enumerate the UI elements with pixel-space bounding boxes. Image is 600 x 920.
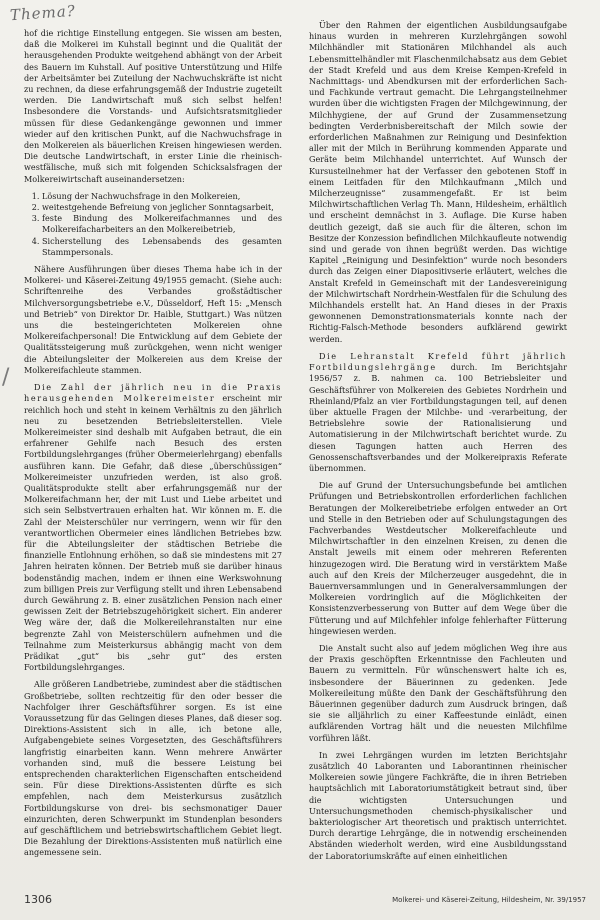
list-item: 1. Lösung der Nachwuchsfrage in den Molkereien, — [42, 191, 282, 202]
left-paragraph-4: Alle größeren Landbetriebe, zumindest aber die städtischen Großbetriebe, sollten rechtzeitig für den oder besser die Nachfolger ihrer Geschäftsführer sorgen. Es ist eine Voraussetzung für das Gelingen dieses Planes, daß dieser sog. Direktions-Assistent sich in alle, ich betone alle, Aufgabengebiete seines Vorgesetzten, des Geschäftsführers langfristig einarbeiten kann. Wenn mehrere Anwärter vorhanden sind, muß die bessere Leistung bei entsprechenden charakterlichen Eigenschaften entscheidend sein. Für diese Direktions-Assistenten dürfte es sich empfehlen, nach dem Meisterkursus zusätzlich Fortbildungskurse von drei- bis sechsmonatiger Dauer einzurichten, deren Schwerpunkt im Stundenplan besonders auf geschäftlichem und betriebswirtschaftlichem Gebiet liegt. Die Bezahlung der Direktions-Assistenten muß natürlich eine angemessene sein. — [24, 679, 282, 858]
right-paragraph-2 — [309, 351, 567, 474]
right-paragraph-5: In zwei Lehrgängen wurden im letzten Berichtsjahr zusätzlich 40 Laboranten und Laborantinnen rheinischer Molkereien sowie jüngere Fachkräfte, die in ihren Betrieben hauptsächlich mit Laboratoriumstätigkeit betraut sind, über die wichtigsten Untersuchungen und Untersuchungsmethoden chemisch-physikalischer und bakteriologischer Art theoretisch und praktisch unterrichtet. Durch derartige Lehrgänge, die in notwendig erscheinenden Abständen wiederholt werden, wird eine Ausbildungsstand der Laboratoriumskräfte auf einen einheitlichen — [309, 749, 567, 861]
margin-mark: / — [2, 365, 10, 390]
fate-questions-list — [24, 191, 282, 258]
list-item: 4. Sicherstellung des Lebensabends des gesamten Stammpersonals. — [42, 236, 282, 258]
spaced-lead: Die Zahl der jährlich neu in die Praxis herausgehenden Molkereimeister — [24, 382, 282, 404]
left-paragraph-1: hof die richtige Einstellung entgegen. Sie wissen am besten, daß die Molkerei im Kuhstall beginnt und die Qualität der herausgehenden Produkte weitgehend abhängt von der Arbeit des Bauern im Kuhstall. Auf positive Unterstützung und Hilfe der Arbeitsämter bei Zuteilung der Nachwuchskräfte ist nicht zu rechnen, da diese erfahrungsgemäß der Industrie zugeteilt werden. Die Landwirtschaft muß sich selbst helfen! Insbesondere die Vorstands- und Aufsichtsratsmitglieder müssen für diese Gedankengänge gewonnen und immer wieder auf den kritischen Punkt, auf die Nachwuchsfrage in den Molkereien als bäuerlichen Kreisen hingewiesen werden. Die deutsche Landwirtschaft, in erster Linie die rheinisch-westfälische, muß sich mit folgenden Schicksalsfragen der Molkereiwirtschaft auseinandersetzen: — [24, 28, 282, 184]
left-paragraph-3 — [24, 382, 282, 673]
spaced-lead: Die Lehranstalt Krefeld führt jährlich Fortbildungslehrgänge — [309, 350, 567, 373]
paragraph-body: durch. Im Berichtsjahr 1956/57 z. B. nahmen ca. 100 Betriebsleiter und Geschäftsführer von Molkereien des Gebietes Nordrhein und Rheinland/Pfalz an vier Fortbildungstagungen teil, auf denen über aktuelle Fragen der Milchbe- und -verarbeitung, der Betriebslehre sowie der Rationalisierung und Automatisierung in der Milchwirtschaft berichtet wurde. Zu diesen Tagungen hatten auch Herren des Genossenschaftsverbandes und der Molkereipraxis Referate übernommen. — [309, 362, 567, 473]
left-column — [24, 28, 282, 865]
handwritten-note: Thema? — [9, 1, 77, 25]
right-column — [309, 20, 567, 868]
list-item: 3. feste Bindung des Molkereifachmannes und des Molkereifacharbeiters an den Molkereibetrieb, — [42, 213, 282, 235]
source-line: Molkerei- und Käserei-Zeitung, Hildesheim, Nr. 39/1957 — [392, 896, 586, 904]
right-paragraph-4: Die Anstalt sucht also auf jedem möglichen Weg ihre aus der Praxis geschöpften Erkenntnisse den Fachleuten und Bauern zu vermitteln. Für wünschenswert halte ich es, insbesondere der Bäuerinnen zu gedenken. Jede Molkereileitung müßte den Dank der Geschäftsführung den Bäuerinnen gegenüber dadurch zum Ausdruck bringen, daß sie sie alljährlich zu einer Kaffeestunde einlädt, einen aufklärenden Vortrag hält und die neuesten Milchfilme vorführen läßt. — [309, 642, 567, 743]
page-number: 1306 — [24, 893, 52, 906]
paragraph-body: erscheint mir reichlich hoch und steht in keinem Verhältnis zu den jährlich neu zu besetzenden Betriebsleiterstellen. Viele Molkereimeister sind deshalb mit Aufgaben betraut, die ein erfahrener Gehilfe nach Besuch des ersten Fortbildungslehrganges (früher Obermeierlehrgang) ebenfalls ausführen kann. Die Gefahr, daß diese „überschüssigen“ Molkereimeister unzufrieden werden, ist also groß. Qualitätsprodukte stellt aber erfahrungsgemäß nur der Molkereifachmann her, der mit Lust und Liebe arbeitet und sich sein Selbstvertrauen erhalten hat. Wir können m. E. die Zahl der Meisterschüler nur verringern, wenn wir für den verantwortlichen Obermeier eines ländlichen Betriebes bzw. für die Abteilungsleiter der städtischen Betriebe die finanzielle Entlohnung erhöhen, so daß sie mindestens mit 27 Jahren heiraten können. Der Betrieb muß sie darüber hinaus bodenständig machen, indem er ihnen eine Werkswohnung zum billigen Preis zur Verfügung stellt und ihren Lebensabend durch Gewährung z. B. einer zusätzlichen Pension nach einer gewissen Zeit der Betriebszugehörigkeit sichert. Ein anderer Weg wäre der, daß die Molkereilehranstalten nur eine begrenzte Zahl von Meisterschülern aufnehmen und die Teilnahme zum Meisterkursus abhängig macht von dem Prädikat „gut“ bis „sehr gut“ des ersten Fortbildungslehrganges. — [24, 393, 282, 673]
right-paragraph-3: Die auf Grund der Untersuchungsbefunde bei amtlichen Prüfungen und Betriebskontrollen erforderlichen fachlichen Beratungen der Molkereibetriebe erfolgen entweder an Ort und Stelle in den Betrieben oder auf Schulungstagungen des Fachverbandes Westdeutscher Molkereifachleute und Milchwirtschaftler in den einzelnen Kreisen, zu denen die Anstalt jeweils mit einem oder mehreren Referenten hinzugezogen wird. Die Beratung wird in verstärktem Maße auch auf den Kreis der Milcherzeuger ausgedehnt, die in Bauernversammlungen und in Generalversammlungen der Molkereien vordringlich auf die Möglichkeiten der Konsistenzverbesserung von Butter auf dem Wege über die Fütterung und auf Milchfehler infolge fehlerhafter Fütterung hingewiesen werden. — [309, 480, 567, 636]
list-item: 2. weitestgehende Befreiung von jeglicher Sonntagsarbeit, — [42, 202, 282, 213]
left-paragraph-2: Nähere Ausführungen über dieses Thema habe ich in der Molkerei- und Käserei-Zeitung 49/1955 gemacht. (Siehe auch: Schriftenreihe des Verbandes großstädtischer Milchversorgungsbetriebe e.V., Düsseldorf, Heft 15: „Mensch und Betrieb“ von Direktor Dr. Haible, Stuttgart.) Was nützen uns die bestеingerichteten Molkereien ohne Molkereifachpersonal! Die Entwicklung auf dem Gebiete der Qualitätssteigerung muß zurückgehen, wenn nicht weniger die Abteilungsleiter der Molkereien aus dem Kreise der Molkereifachleute stammen. — [24, 264, 282, 375]
right-paragraph-1: Über den Rahmen der eigentlichen Ausbildungsaufgabe hinaus wurden in mehreren Kurzlehrgängen sowohl Milchhändler mit Stationären Milchhandel als auch Lebensmittelhändler mit Flaschenmilchabsatz aus dem Gebiet der Stadt Krefeld und aus dem Kreise Kempen-Krefeld in Nachmittags- und Abendkursen mit der erforderlichen Sach- und Fachkunde vertraut gemacht. Die Lehrgangsteilnehmer wurden über die wichtigsten Fragen der Milchgewinnung, der Milchhygiene, der auf Grund der Zusammensetzung bedingten Verderbnisbereitschaft der Milch sowie der erforderlichen Maßnahmen zur Reinigung und Desinfektion aller mit der Milch in Berührung kommenden Apparate und Geräte beim Milchhandel unterrichtet. Auf Wunsch der Kursusteilnehmer hat der Verfasser den gebotenen Stoff in einem Leitfaden für den Milchkaufmann „Milch und Milcherzeugnisse“ zusammengefaßt. Er ist beim Milchwirtschaftlichen Verlag Th. Mann, Hildesheim, erhältlich und erscheint demnächst in 3. Auflage. Die Kurse haben deutlich gezeigt, daß sie auch für die älteren, schon im Besitze der Konzession befindlichen Milchkaufleute notwendig sind und gerade von ihnen begrüßt werden. Das wichtige Kapitel „Reinigung und Desinfektion“ wurde noch besonders durch das Zeigen einer Diapositivserie erläutert, welches die Anstalt Krefeld in Gemeinschaft mit der Landesvereinigung der Milchwirtschaft Nordrhein-Westfalen für die Schulung des Milchhandels erstellt hat. An Hand dieses in der Praxis gewonnenen Demonstrationsmaterials konnte nach der Richtig-Falsch-Methode besonders aufklärend gewirkt werden. — [309, 20, 567, 344]
